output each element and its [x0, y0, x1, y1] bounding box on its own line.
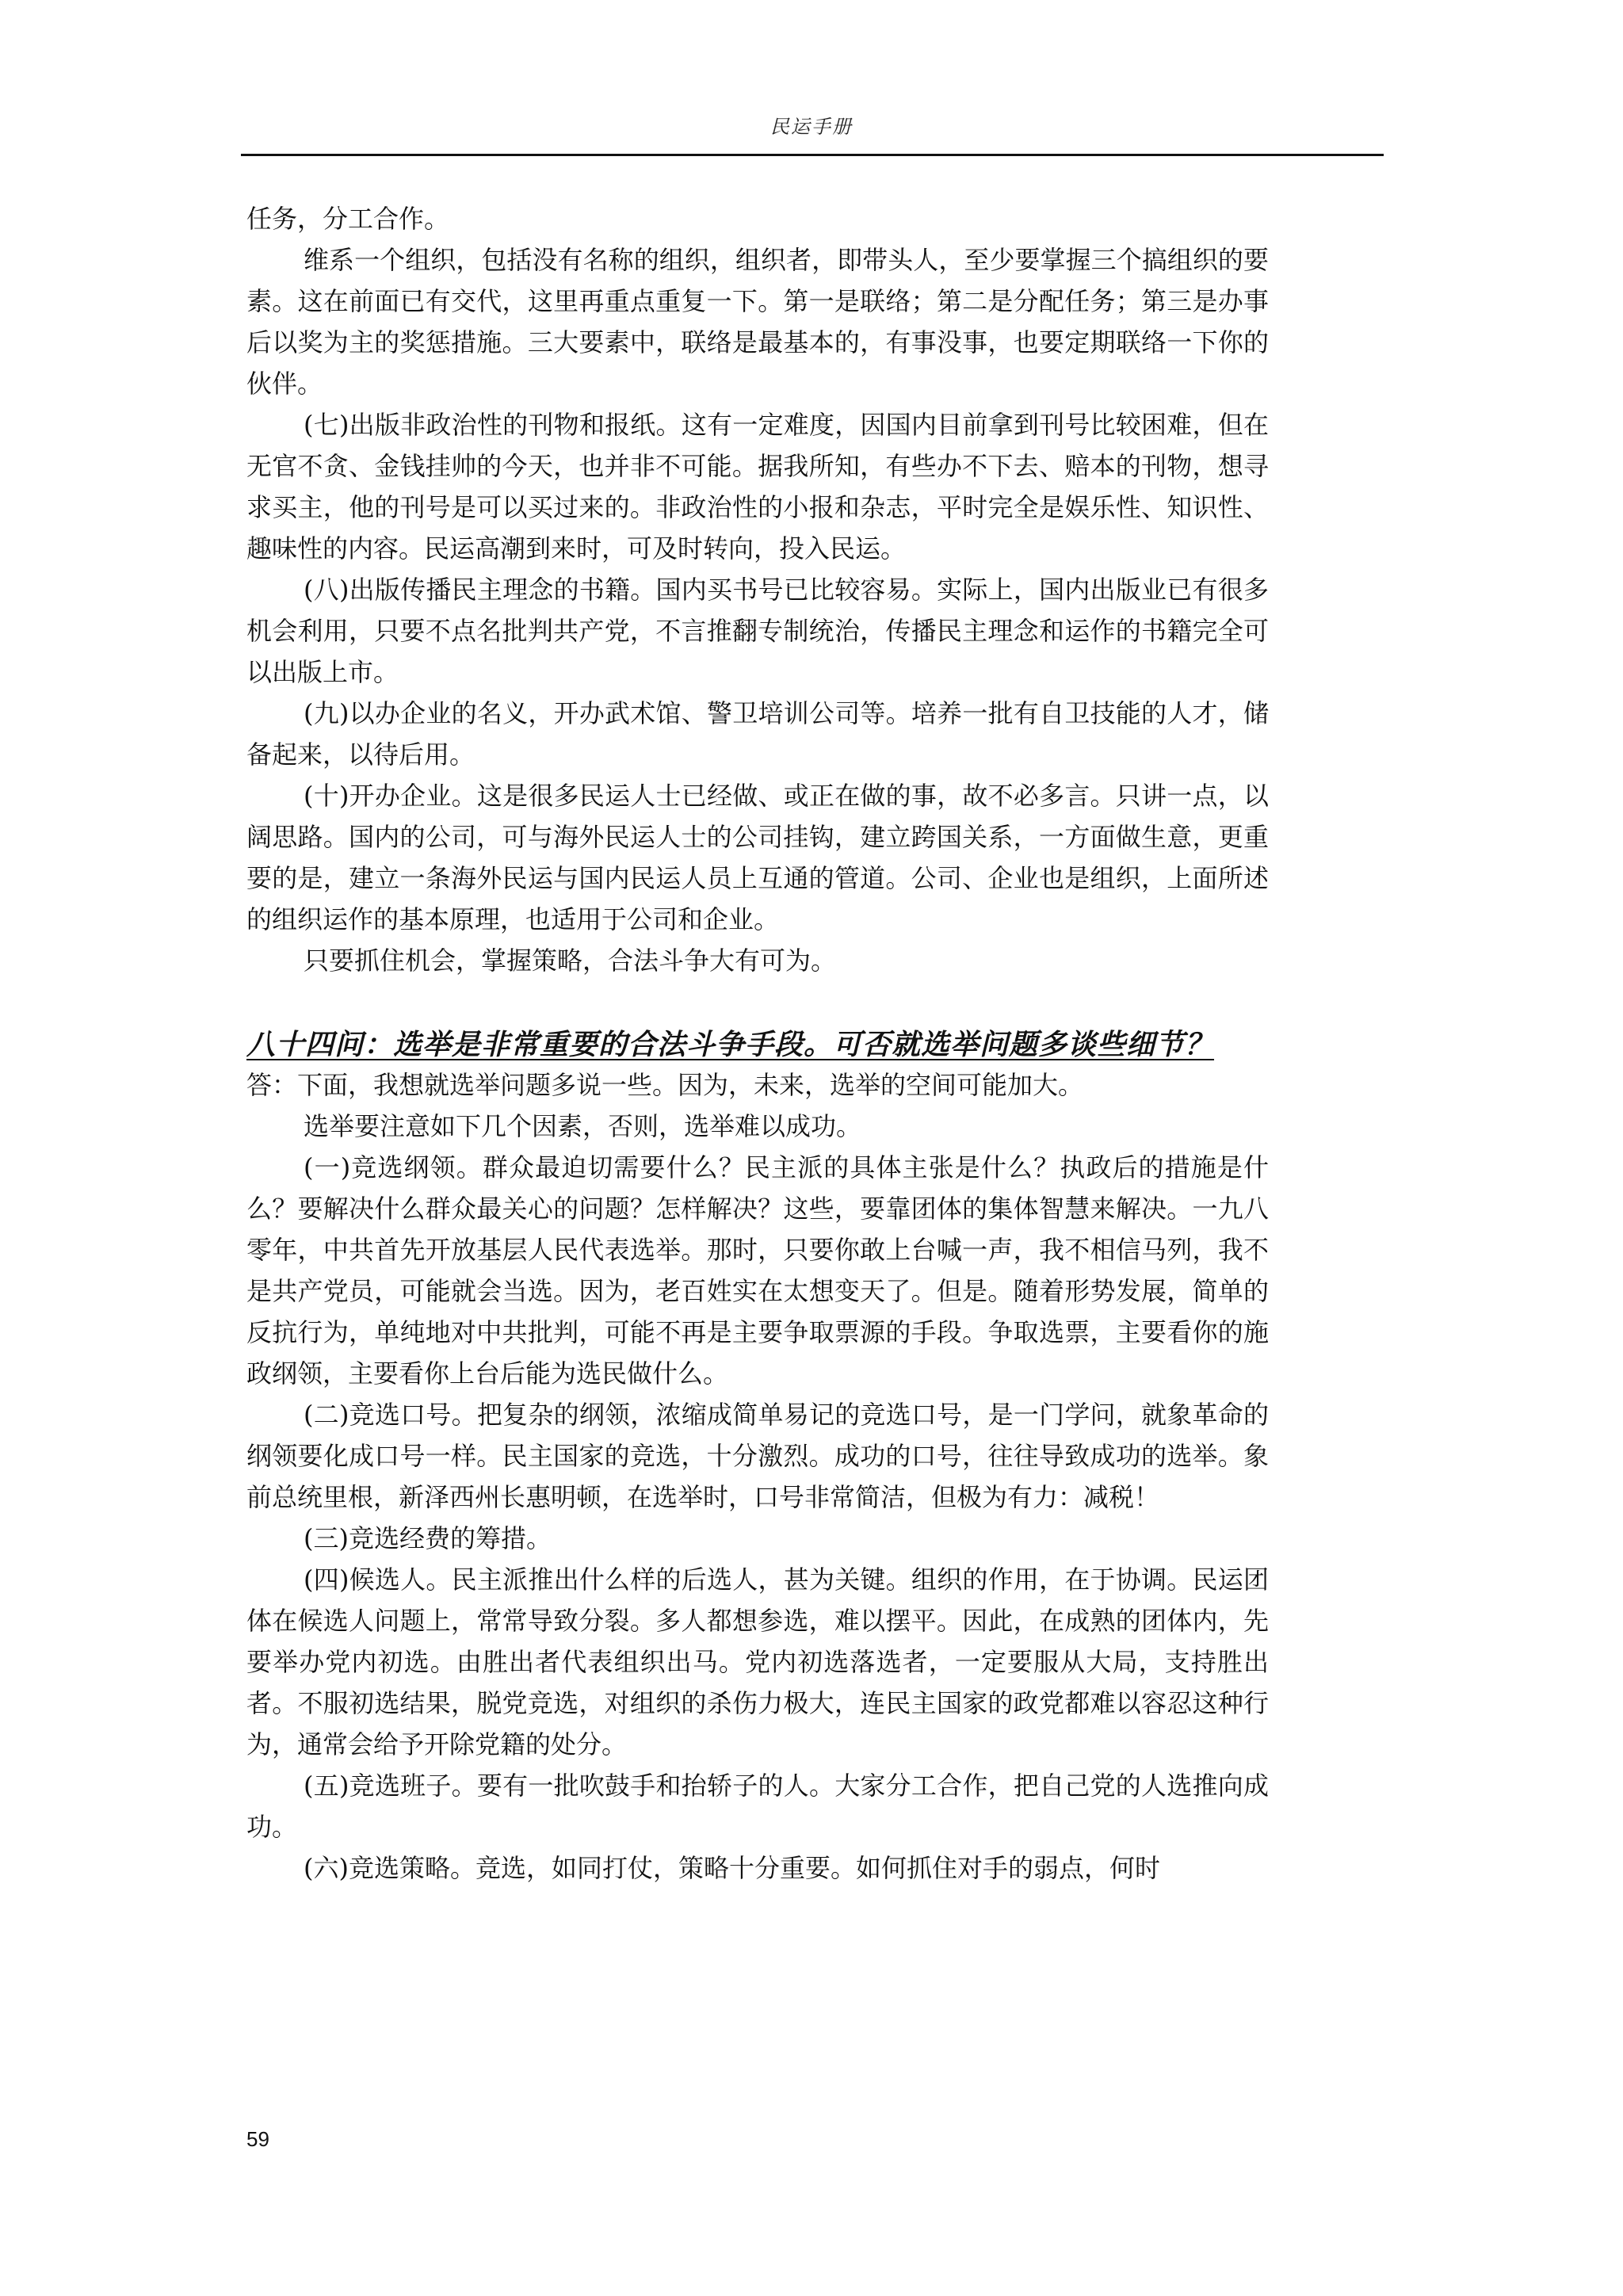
paragraph: (三)竞选经费的筹措。 [304, 1523, 552, 1553]
paragraph: 维系一个组织，包括没有名称的组织，组织者，即带头人，至少要掌握三个搞组织的要素。这在前面已有交代，这里再重点重复一下。第一是联络；第二是分配任务；第三是办事后以奖为主的奖惩措施。三大要素中，联络是最基本的，有事没事，也要定期联络一下你的伙伴。 [246, 245, 1269, 399]
paragraph: (四)候选人。民主派推出什么样的后选人，甚为关键。组织的作用，在于协调。民运团体在候选人问题上，常常导致分裂。多人都想参选，难以摆平。因此，在成熟的团体内，先要举办党内初选。由胜出者代表组织出马。党内初选落选者，一定要服从大局，支持胜出者。不服初选结果，脱党竞选，对组织的杀伤力极大，连民主国家的政党都难以容忍这种行为，通常会给予开除党籍的处分。 [246, 1564, 1269, 1759]
section-title: 八十四问：选举是非常重要的合法斗争手段。可否就选举问题多谈些细节？ [246, 1028, 1215, 1061]
paragraph: (二)竞选口号。把复杂的纲领，浓缩成简单易记的竞选口号，是一门学问，就象革命的纲领要化成口号一样。民主国家的竞选，十分激烈。成功的口号，往往导致成功的选举。象前总统里根，新泽西州长惠明顿，在选举时，口号非常简洁，但极为有力：减税！ [246, 1400, 1269, 1512]
body-text [246, 198, 1269, 1889]
page-number: 59 [246, 2127, 269, 2151]
paragraph: (五)竞选班子。要有一批吹鼓手和抬轿子的人。大家分工合作，把自己党的人选推向成功。 [246, 1771, 1269, 1842]
paragraph: 选举要注意如下几个因素，否则，选举难以成功。 [304, 1111, 862, 1141]
paragraph: 只要抓住机会，掌握策略，合法斗争大有可为。 [304, 946, 837, 976]
paragraph: (七)出版非政治性的刊物和报纸。这有一定难度，因国内目前拿到刊号比较困难，但在无官不贪、金钱挂帅的今天，也并非不可能。据我所知，有些办不下去、赔本的刊物，想寻求买主，他的刊号是可以买过来的。非政治性的小报和杂志，平时完全是娱乐性、知识性、趣味性的内容。民运高潮到来时，可及时转向，投入民运。 [246, 410, 1269, 563]
paragraph: 任务，分工合作。 [246, 204, 450, 234]
paragraph: 答：下面，我想就选举问题多说一些。因为，未来，选举的空间可能加大。 [246, 1070, 1084, 1100]
paragraph: (六)竞选策略。竞选，如同打仗，策略十分重要。如何抓住对手的弱点，何时 [304, 1853, 1160, 1883]
paragraph: (九)以办企业的名义，开办武术馆、警卫培训公司等。培养一批有自卫技能的人才，储备起来，以待后用。 [246, 698, 1269, 770]
running-header: 民运手册 [770, 116, 853, 138]
paragraph: (十)开办企业。这是很多民运人士已经做、或正在做的事，故不必多言。只讲一点，以阔思路。国内的公司，可与海外民运人士的公司挂钩，建立跨国关系，一方面做生意，更重要的是，建立一条海外民运与国内民运人员上互通的管道。公司、企业也是组织，上面所述的组织运作的基本原理，也适用于公司和企业。 [246, 781, 1269, 934]
header-rule [241, 154, 1384, 156]
paragraph: (一)竞选纲领。群众最迫切需要什么？民主派的具体主张是什么？执政后的措施是什么？要解决什么群众最关心的问题？怎样解决？这些，要靠团体的集体智慧来解决。一九八零年，中共首先开放基层人民代表选举。那时，只要你敢上台喊一声，我不相信马列，我不是共产党员，可能就会当选。因为，老百姓实在太想变天了。但是。随着形势发展，简单的反抗行为，单纯地对中共批判，可能不再是主要争取票源的手段。争取选票，主要看你的施政纲领，主要看你上台后能为选民做什么。 [246, 1152, 1269, 1389]
paragraph: (八)出版传播民主理念的书籍。国内买书号已比较容易。实际上，国内出版业已有很多机会利用，只要不点名批判共产党，不言推翻专制统治，传播民主理念和运作的书籍完全可以出版上市。 [246, 575, 1269, 687]
